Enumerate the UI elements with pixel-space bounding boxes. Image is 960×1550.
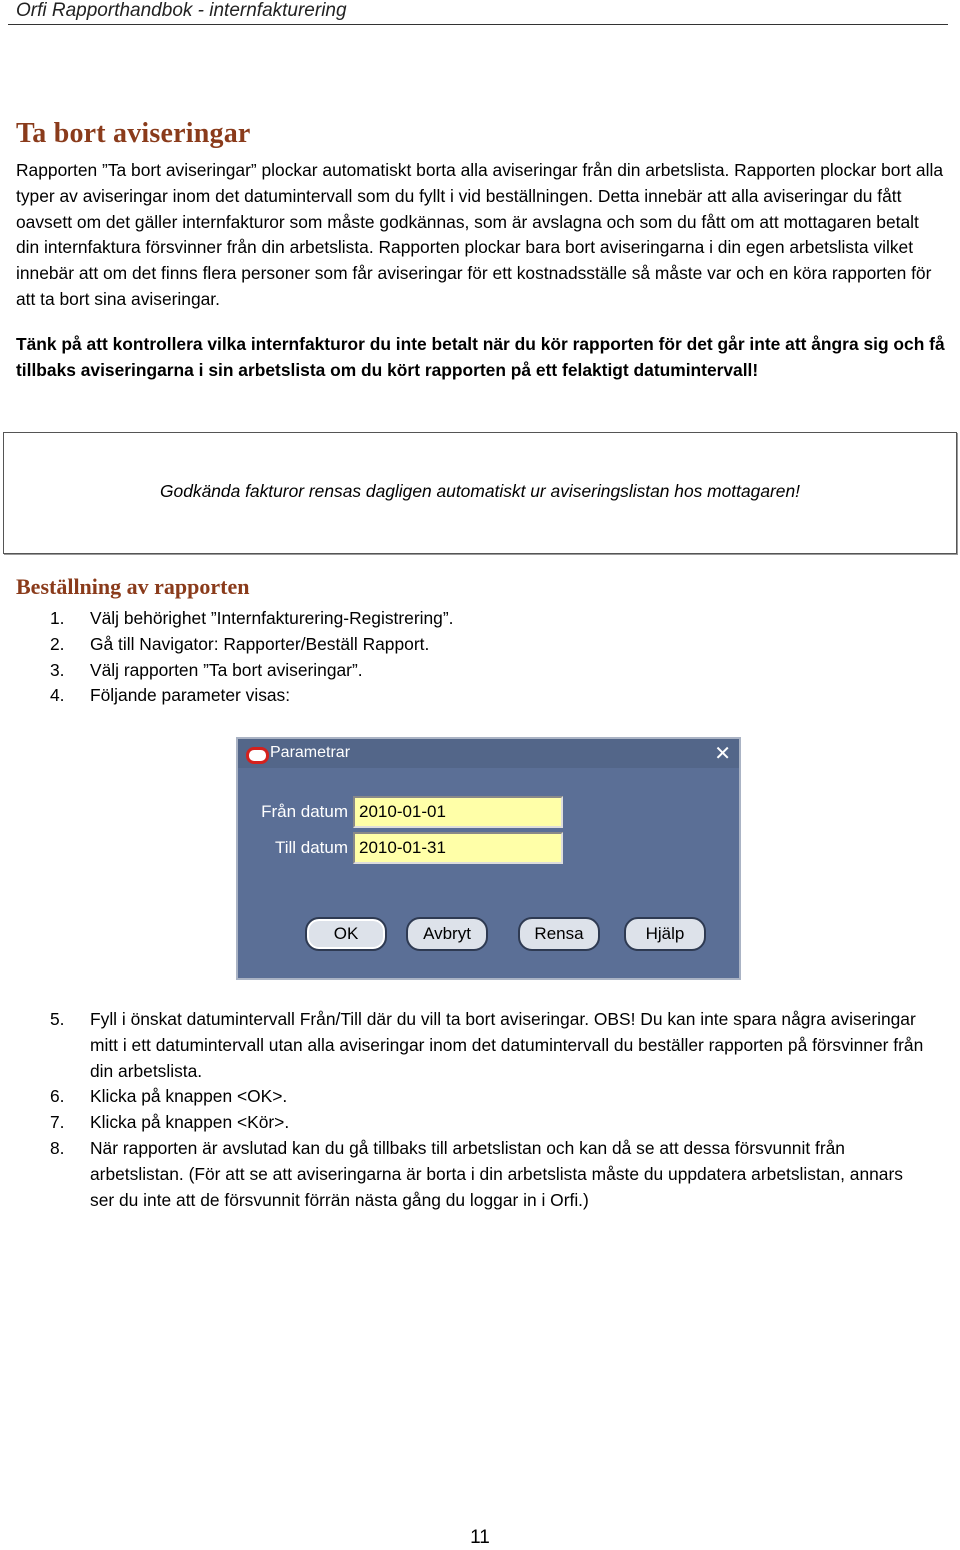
step-text: Välj behörighet ”Internfakturering-Registrering”. [90, 608, 454, 628]
oracle-logo-icon [246, 747, 269, 764]
section-heading-remove-notifications: Ta bort aviseringar [16, 118, 251, 149]
step-number: 4. [50, 685, 65, 706]
page-number: 11 [470, 1527, 490, 1548]
step-number: 8. [50, 1137, 65, 1158]
list-item [50, 606, 930, 632]
step-text: Välj rapporten ”Ta bort aviseringar”. [90, 659, 363, 680]
to-date-input[interactable]: 2010-01-31 [353, 832, 563, 864]
note-text: Godkända fakturor rensas dagligen automatiskt ur aviseringslistan hos mottagaren! [160, 481, 800, 501]
ok-button[interactable]: OK [305, 917, 387, 951]
list-item [50, 1007, 930, 1084]
step-text: Klicka på knappen <OK>. [90, 1086, 288, 1107]
list-item [50, 1110, 930, 1136]
from-date-label: Från datum [261, 802, 348, 821]
step-number: 6. [50, 1086, 65, 1107]
document-header-title: Orfi Rapporthandbok - internfakturering [16, 0, 347, 21]
section-heading-ordering: Beställning av rapporten [16, 574, 250, 599]
step-number: 5. [50, 1009, 65, 1029]
cancel-button[interactable]: Avbryt [406, 917, 488, 951]
dialog-titlebar [238, 739, 739, 768]
note-box [3, 432, 957, 554]
steps-list-after [50, 1007, 930, 1213]
step-number: 1. [50, 608, 65, 628]
clear-button[interactable]: Rensa [518, 917, 600, 951]
help-button[interactable]: Hjälp [624, 917, 706, 951]
list-item [50, 632, 930, 658]
list-item [50, 683, 930, 709]
list-item [50, 1084, 930, 1110]
close-icon[interactable]: ✕ [714, 743, 731, 765]
step-number: 2. [50, 633, 65, 654]
steps-list-before [50, 606, 930, 709]
list-item [50, 658, 930, 684]
intro-paragraph: Rapporten ”Ta bort aviseringar” plockar automatiskt borta alla aviseringar från din arbetslista. Rapporten plockar bort alla typer av aviseringar inom det datumintervall som du fyllt i vid beställningen. Detta innebär att alla aviseringar du fått oavsett om det gäller internfakturor som måste godkännas, som är avslagna och som du fått om att mottagaren betalt din internfaktura försvinner från din arbetslista. Rapporten plockar bara bort aviseringarna i din egen arbetslista vilket innebär att om det finns flera personer som får aviseringar för ett kostnadsställe så måste var och en köra rapporten för att ta bort sina aviseringar. [16, 160, 943, 309]
step-text: Klicka på knappen <Kör>. [90, 1112, 290, 1133]
step-number: 7. [50, 1112, 65, 1133]
step-text: Fyll i önskat datumintervall Från/Till där du vill ta bort aviseringar. OBS! Du kan inte spara några aviseringar mitt i ett datumintervall utan alla aviseringar inom det datumintervall du beställer rapporten på försvinner från din arbetslista. [90, 1009, 924, 1081]
step-number: 3. [50, 659, 65, 680]
warning-paragraph: Tänk på att kontrollera vilka internfakturor du inte betalt när du kör rapporten för det går inte att ångra sig och få tillbaks aviseringarna i sin arbetslista om du kört rapporten på ett felaktigt datumintervall! [16, 334, 945, 380]
header-divider [8, 24, 948, 25]
step-text: Gå till Navigator: Rapporter/Beställ Rapport. [90, 633, 430, 654]
from-date-input[interactable]: 2010-01-01 [353, 796, 563, 828]
parameters-dialog [236, 737, 741, 980]
step-text: Följande parameter visas: [90, 685, 291, 706]
list-item [50, 1136, 930, 1213]
dialog-title: Parametrar [270, 744, 351, 761]
to-date-label: Till datum [274, 838, 348, 857]
step-text: När rapporten är avslutad kan du gå tillbaks till arbetslistan och kan då se att dessa försvunnit från arbetslistan. (För att se att aviseringarna är borta i din arbetslista måste du uppdatera arbetslistan, annars ser du inte att de försvunnit förrän nästa gång du loggar in i Orfi.) [90, 1137, 903, 1210]
